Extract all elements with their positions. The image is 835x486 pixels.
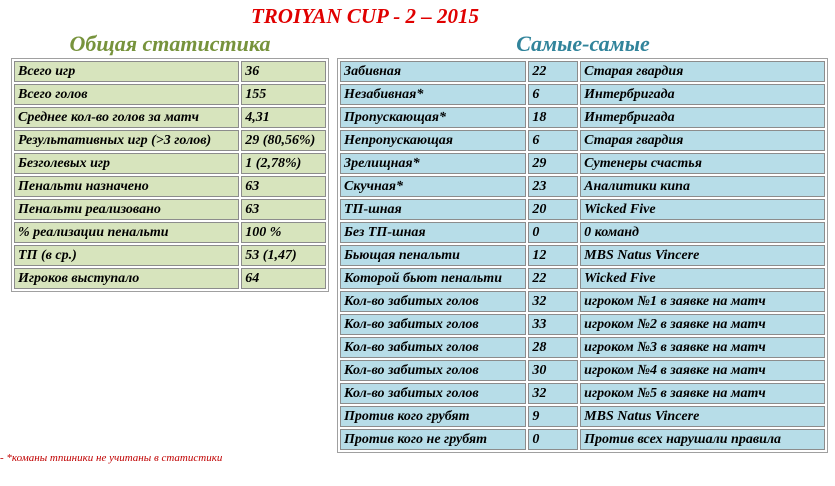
stat-value-cell: 63 [241, 199, 326, 220]
record-value-cell: 28 [528, 337, 578, 358]
general-stats-heading: Общая статистика [69, 31, 271, 56]
stat-value-cell: 4,31 [241, 107, 326, 128]
record-value-cell: 9 [528, 406, 578, 427]
record-value-cell: 33 [528, 314, 578, 335]
table-row [340, 176, 825, 197]
record-value-cell: 6 [528, 130, 578, 151]
record-label-cell: Против кого не грубят [340, 429, 526, 450]
stat-label-cell: Пенальти назначено [14, 176, 239, 197]
stat-label-cell: Среднее кол-во голов за матч [14, 107, 239, 128]
table-row [340, 406, 825, 427]
table-row [340, 130, 825, 151]
table-row [340, 429, 825, 450]
general-stats-table [11, 58, 329, 292]
record-label-cell: Кол-во забитых голов [340, 337, 526, 358]
records-heading: Самые-самые [516, 31, 650, 56]
record-label-cell: Кол-во забитых голов [340, 291, 526, 312]
table-row [14, 245, 326, 266]
record-team-cell: игроком №4 в заявке на матч [580, 360, 825, 381]
record-team-cell: игроком №5 в заявке на матч [580, 383, 825, 404]
table-row [14, 130, 326, 151]
record-team-cell: Интербригада [580, 84, 825, 105]
stat-label-cell: Игроков выступало [14, 268, 239, 289]
table-row [14, 199, 326, 220]
table-row [340, 61, 825, 82]
record-team-cell: 0 команд [580, 222, 825, 243]
record-label-cell: ТП-шная [340, 199, 526, 220]
table-row [340, 222, 825, 243]
stat-label-cell: Всего игр [14, 61, 239, 82]
record-team-cell: игроком №1 в заявке на матч [580, 291, 825, 312]
record-team-cell: Wicked Five [580, 268, 825, 289]
table-row [14, 176, 326, 197]
footnote: - *команы тпшники не учитаны в статистики [0, 452, 223, 464]
record-value-cell: 22 [528, 268, 578, 289]
record-label-cell: Которой бьют пенальти [340, 268, 526, 289]
record-label-cell: Пропускающая* [340, 107, 526, 128]
record-value-cell: 30 [528, 360, 578, 381]
record-team-cell: Интербригада [580, 107, 825, 128]
record-value-cell: 22 [528, 61, 578, 82]
stat-value-cell: 155 [241, 84, 326, 105]
table-row [340, 383, 825, 404]
stat-label-cell: ТП (в ср.) [14, 245, 239, 266]
record-value-cell: 0 [528, 222, 578, 243]
records-table [337, 58, 828, 453]
table-row [14, 84, 326, 105]
stat-value-cell: 36 [241, 61, 326, 82]
record-team-cell: Старая гвардия [580, 130, 825, 151]
record-value-cell: 18 [528, 107, 578, 128]
stat-label-cell: Всего голов [14, 84, 239, 105]
table-row [340, 199, 825, 220]
stat-label-cell: Результативных игр (>3 голов) [14, 130, 239, 151]
record-label-cell: Скучная* [340, 176, 526, 197]
record-value-cell: 23 [528, 176, 578, 197]
record-label-cell: Незабивная* [340, 84, 526, 105]
record-value-cell: 32 [528, 291, 578, 312]
table-row [14, 107, 326, 128]
record-label-cell: Против кого грубят [340, 406, 526, 427]
record-team-cell: игроком №2 в заявке на матч [580, 314, 825, 335]
table-row [340, 268, 825, 289]
table-row [14, 61, 326, 82]
stat-value-cell: 53 (1,47) [241, 245, 326, 266]
record-team-cell: MBS Natus Vincere [580, 406, 825, 427]
table-row [340, 153, 825, 174]
record-label-cell: Без ТП-шная [340, 222, 526, 243]
table-row [340, 337, 825, 358]
record-value-cell: 29 [528, 153, 578, 174]
record-team-cell: MBS Natus Vincere [580, 245, 825, 266]
stat-value-cell: 100 % [241, 222, 326, 243]
record-team-cell: Сутенеры счастья [580, 153, 825, 174]
record-value-cell: 0 [528, 429, 578, 450]
record-team-cell: Против всех нарушали правила [580, 429, 825, 450]
record-value-cell: 32 [528, 383, 578, 404]
stat-value-cell: 64 [241, 268, 326, 289]
record-team-cell: Аналитики кипа [580, 176, 825, 197]
record-value-cell: 6 [528, 84, 578, 105]
record-label-cell: Кол-во забитых голов [340, 383, 526, 404]
record-value-cell: 20 [528, 199, 578, 220]
stat-value-cell: 1 (2,78%) [241, 153, 326, 174]
table-row [340, 314, 825, 335]
stat-value-cell: 63 [241, 176, 326, 197]
record-label-cell: Кол-во забитых голов [340, 360, 526, 381]
table-row [14, 268, 326, 289]
table-row [14, 153, 326, 174]
stat-label-cell: Безголевых игр [14, 153, 239, 174]
record-team-cell: Wicked Five [580, 199, 825, 220]
stat-value-cell: 29 (80,56%) [241, 130, 326, 151]
stat-label-cell: Пенальти реализовано [14, 199, 239, 220]
table-row [340, 245, 825, 266]
table-row [340, 291, 825, 312]
table-row [340, 360, 825, 381]
record-label-cell: Непропускающая [340, 130, 526, 151]
table-row [340, 107, 825, 128]
record-label-cell: Забивная [340, 61, 526, 82]
record-team-cell: игроком №3 в заявке на матч [580, 337, 825, 358]
record-label-cell: Бьющая пенальти [340, 245, 526, 266]
record-label-cell: Кол-во забитых голов [340, 314, 526, 335]
record-team-cell: Старая гвардия [580, 61, 825, 82]
record-value-cell: 12 [528, 245, 578, 266]
table-row [14, 222, 326, 243]
record-label-cell: Зрелищная* [340, 153, 526, 174]
table-row [340, 84, 825, 105]
stat-label-cell: % реализации пенальти [14, 222, 239, 243]
page-title: TROIYAN CUP - 2 – 2015 [250, 4, 480, 28]
